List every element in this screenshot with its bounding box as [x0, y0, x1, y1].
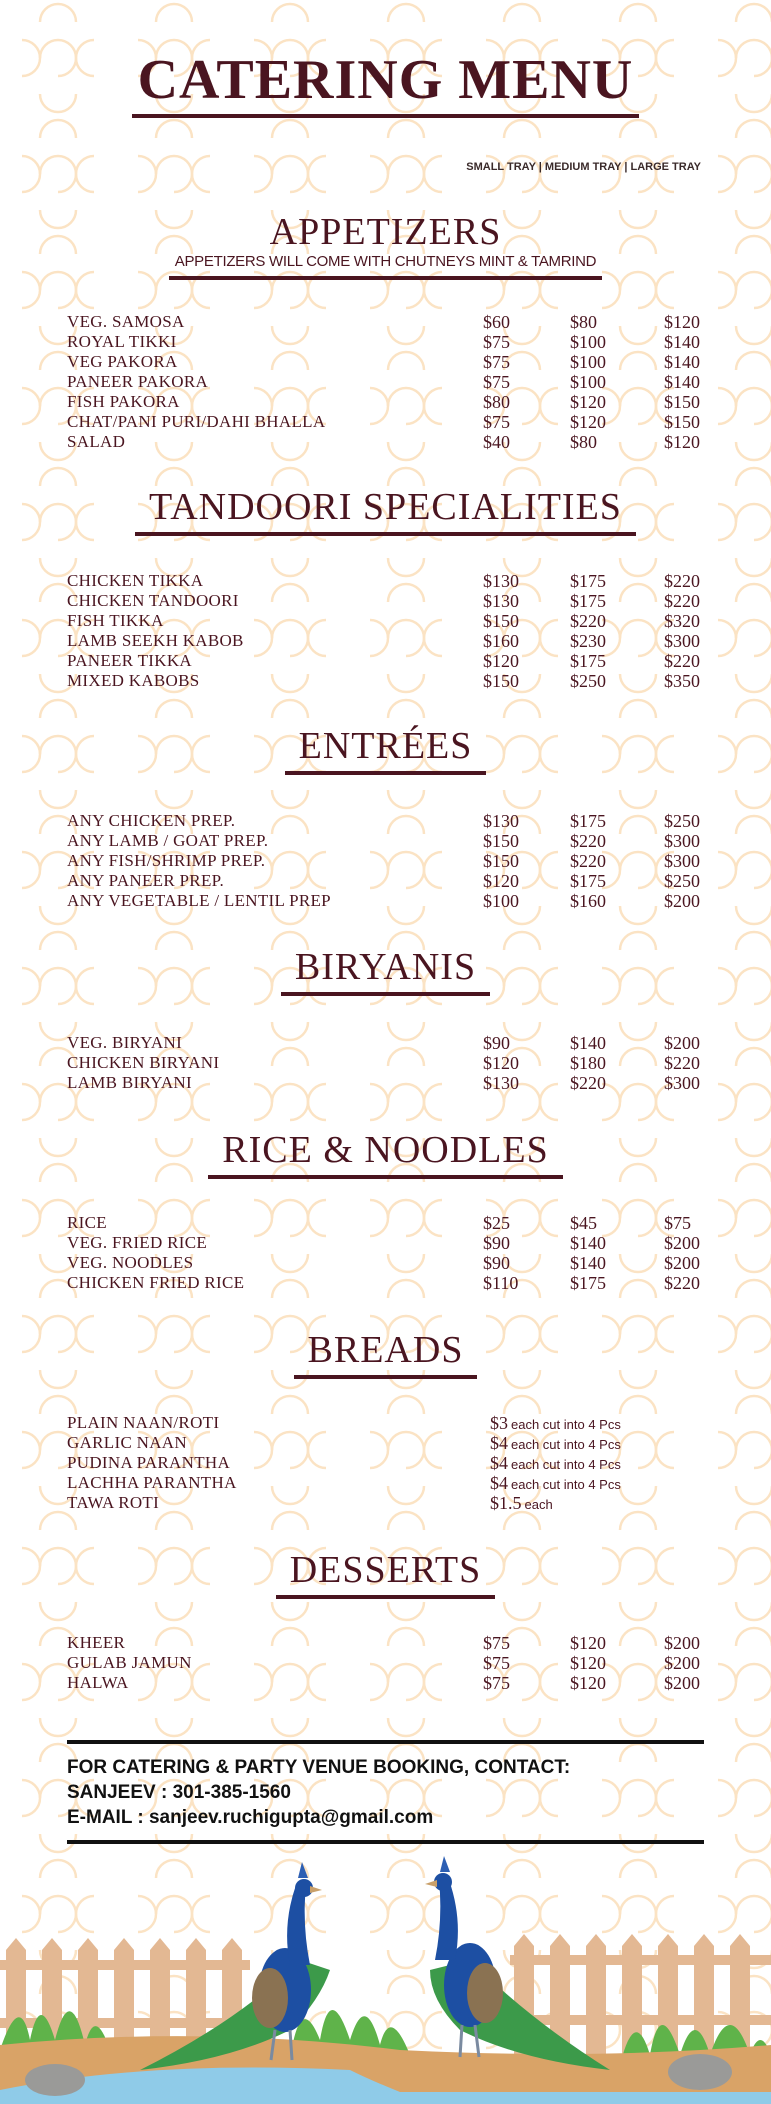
item-name: KHEER	[67, 1633, 126, 1652]
menu-item	[67, 372, 707, 392]
small-tray-price: $75	[483, 1673, 510, 1693]
item-price: $4 each cut into 4 Pcs	[490, 1473, 621, 1493]
menu-item	[67, 851, 707, 871]
price-note: each	[524, 1497, 553, 1512]
large-tray-price: $200	[664, 1633, 700, 1653]
large-tray-price: $220	[664, 571, 700, 591]
medium-tray-price: $175	[570, 871, 606, 891]
item-name: CHICKEN TIKKA	[67, 571, 204, 590]
menu-item	[67, 412, 707, 432]
medium-tray-price: $175	[570, 571, 606, 591]
small-tray-price: $75	[483, 1653, 510, 1673]
tray-size-legend: SMALL TRAY | MEDIUM TRAY | LARGE TRAY	[466, 161, 701, 173]
large-tray-price: $350	[664, 671, 700, 691]
medium-tray-price: $175	[570, 591, 606, 611]
small-tray-price: $90	[483, 1253, 510, 1273]
small-tray-price: $160	[483, 631, 519, 651]
rock-right	[668, 2054, 732, 2090]
menu-item	[67, 432, 707, 452]
peacock-garden-illustration	[0, 1850, 771, 2104]
large-tray-price: $200	[664, 1033, 700, 1053]
large-tray-price: $320	[664, 611, 700, 631]
section-heading: APPETIZERS	[269, 211, 502, 253]
section-header-desserts	[0, 1551, 771, 1599]
menu-item	[67, 591, 707, 611]
items-list-breads	[67, 1413, 707, 1513]
item-name: PLAIN NAAN/ROTI	[67, 1413, 220, 1432]
menu-item	[67, 871, 707, 891]
item-name: LAMB SEEKH KABOB	[67, 631, 244, 650]
menu-item	[67, 352, 707, 372]
item-name: MIXED KABOBS	[67, 671, 200, 690]
section-header-entr-es	[0, 727, 771, 775]
item-name: GULAB JAMUN	[67, 1653, 192, 1672]
section-header-rice-noodles	[0, 1131, 771, 1179]
item-name: CHAT/PANI PURI/DAHI BHALLA	[67, 412, 326, 431]
small-tray-price: $150	[483, 611, 519, 631]
item-name: ANY CHICKEN PREP.	[67, 811, 236, 830]
large-tray-price: $300	[664, 631, 700, 651]
large-tray-price: $250	[664, 871, 700, 891]
item-name: SALAD	[67, 432, 126, 451]
menu-item	[67, 1273, 707, 1293]
large-tray-price: $300	[664, 831, 700, 851]
menu-item	[67, 1473, 707, 1493]
item-name: PUDINA PARANTHA	[67, 1453, 231, 1472]
menu-item	[67, 891, 707, 911]
menu-item	[67, 392, 707, 412]
contact-phone: SANJEEV : 301-385-1560	[67, 1782, 291, 1803]
medium-tray-price: $100	[570, 352, 606, 372]
large-tray-price: $220	[664, 651, 700, 671]
menu-item	[67, 1413, 707, 1433]
medium-tray-price: $220	[570, 831, 606, 851]
item-name: VEG. SAMOSA	[67, 312, 185, 331]
menu-item	[67, 671, 707, 691]
small-tray-price: $120	[483, 651, 519, 671]
small-tray-price: $75	[483, 352, 510, 372]
medium-tray-price: $140	[570, 1253, 606, 1273]
small-tray-price: $75	[483, 372, 510, 392]
menu-item	[67, 831, 707, 851]
section-heading: BIRYANIS	[281, 948, 490, 996]
item-name: CHICKEN BIRYANI	[67, 1053, 220, 1072]
section-header-tandoori-specialities	[0, 488, 771, 536]
medium-tray-price: $120	[570, 392, 606, 412]
small-tray-price: $150	[483, 831, 519, 851]
price-note: each cut into 4 Pcs	[511, 1417, 621, 1432]
large-tray-price: $140	[664, 332, 700, 352]
items-list-tandoori-specialities	[67, 571, 707, 691]
item-name: LACHHA PARANTHA	[67, 1473, 237, 1492]
small-tray-price: $130	[483, 591, 519, 611]
item-price: $3 each cut into 4 Pcs	[490, 1413, 621, 1433]
price-note: each cut into 4 Pcs	[511, 1437, 621, 1452]
contact-email: E-MAIL : sanjeev.ruchigupta@gmail.com	[67, 1807, 434, 1828]
price-note: each cut into 4 Pcs	[511, 1477, 621, 1492]
item-name: FISH PAKORA	[67, 392, 180, 411]
medium-tray-price: $140	[570, 1033, 606, 1053]
small-tray-price: $75	[483, 412, 510, 432]
section-header-breads	[0, 1331, 771, 1379]
menu-item	[67, 611, 707, 631]
item-name: ROYAL TIKKI	[67, 332, 177, 351]
item-name: VEG. NOODLES	[67, 1253, 194, 1272]
medium-tray-price: $45	[570, 1213, 597, 1233]
large-tray-price: $300	[664, 1073, 700, 1093]
small-tray-price: $100	[483, 891, 519, 911]
items-list-entr-es	[67, 811, 707, 911]
large-tray-price: $150	[664, 412, 700, 432]
small-tray-price: $130	[483, 1073, 519, 1093]
large-tray-price: $140	[664, 372, 700, 392]
menu-item	[67, 631, 707, 651]
item-price: $4 each cut into 4 Pcs	[490, 1433, 621, 1453]
email-address[interactable]: sanjeev.ruchigupta@gmail.com	[148, 1807, 434, 1828]
item-name: ANY PANEER PREP.	[67, 871, 225, 890]
medium-tray-price: $100	[570, 332, 606, 352]
menu-item	[67, 1673, 707, 1693]
medium-tray-price: $120	[570, 412, 606, 432]
small-tray-price: $75	[483, 332, 510, 352]
section-subtitle: APPETIZERS WILL COME WITH CHUTNEYS MINT & TAMRIND	[174, 253, 597, 270]
menu-item	[67, 332, 707, 352]
contact-block	[67, 1740, 704, 1844]
section-heading: TANDOORI SPECIALITIES	[135, 488, 636, 536]
item-price: $1.5 each	[490, 1493, 553, 1513]
item-name: VEG. FRIED RICE	[67, 1233, 208, 1252]
items-list-rice-noodles	[67, 1213, 707, 1293]
medium-tray-price: $175	[570, 1273, 606, 1293]
item-name: GARLIC NAAN	[67, 1433, 187, 1452]
menu-title-wrap	[0, 49, 771, 118]
large-tray-price: $200	[664, 1653, 700, 1673]
medium-tray-price: $100	[570, 372, 606, 392]
large-tray-price: $250	[664, 811, 700, 831]
menu-item	[67, 811, 707, 831]
medium-tray-price: $175	[570, 811, 606, 831]
menu-item	[67, 1653, 707, 1673]
medium-tray-price: $220	[570, 851, 606, 871]
medium-tray-price: $80	[570, 312, 597, 332]
small-tray-price: $75	[483, 1633, 510, 1653]
medium-tray-price: $120	[570, 1633, 606, 1653]
large-tray-price: $150	[664, 392, 700, 412]
item-name: HALWA	[67, 1673, 129, 1692]
small-tray-price: $90	[483, 1233, 510, 1253]
large-tray-price: $200	[664, 1673, 700, 1693]
small-tray-price: $120	[483, 871, 519, 891]
medium-tray-price: $250	[570, 671, 606, 691]
item-name: FISH TIKKA	[67, 611, 164, 630]
small-tray-price: $150	[483, 671, 519, 691]
medium-tray-price: $140	[570, 1233, 606, 1253]
small-tray-price: $40	[483, 432, 510, 452]
menu-title: CATERING MENU	[132, 52, 640, 118]
menu-item	[67, 1073, 707, 1093]
item-price: $4 each cut into 4 Pcs	[490, 1453, 621, 1473]
item-name: PANEER PAKORA	[67, 372, 209, 391]
price-note: each cut into 4 Pcs	[511, 1457, 621, 1472]
items-list-appetizers	[67, 312, 707, 452]
section-heading: ENTRÉES	[285, 727, 487, 775]
medium-tray-price: $230	[570, 631, 606, 651]
small-tray-price: $60	[483, 312, 510, 332]
small-tray-price: $120	[483, 1053, 519, 1073]
large-tray-price: $220	[664, 1053, 700, 1073]
item-name: TAWA ROTI	[67, 1493, 160, 1512]
menu-item	[67, 1633, 707, 1653]
large-tray-price: $75	[664, 1213, 691, 1233]
menu-item	[67, 1033, 707, 1053]
medium-tray-price: $220	[570, 611, 606, 631]
section-heading: BREADS	[294, 1331, 478, 1379]
item-name: CHICKEN TANDOORI	[67, 591, 239, 610]
large-tray-price: $220	[664, 591, 700, 611]
large-tray-price: $200	[664, 891, 700, 911]
large-tray-price: $200	[664, 1253, 700, 1273]
section-heading: DESSERTS	[276, 1551, 496, 1599]
small-tray-price: $80	[483, 392, 510, 412]
small-tray-price: $150	[483, 851, 519, 871]
small-tray-price: $110	[483, 1273, 519, 1293]
small-tray-price: $25	[483, 1213, 510, 1233]
large-tray-price: $220	[664, 1273, 700, 1293]
medium-tray-price: $160	[570, 891, 606, 911]
medium-tray-price: $120	[570, 1653, 606, 1673]
menu-item	[67, 1053, 707, 1073]
medium-tray-price: $80	[570, 432, 597, 452]
large-tray-price: $300	[664, 851, 700, 871]
menu-item	[67, 1453, 707, 1473]
item-name: ANY FISH/SHRIMP PREP.	[67, 851, 266, 870]
small-tray-price: $90	[483, 1033, 510, 1053]
section-header-appetizers	[0, 213, 771, 280]
menu-item	[67, 651, 707, 671]
item-name: ANY LAMB / GOAT PREP.	[67, 831, 269, 850]
phone-number[interactable]: 301-385-1560	[172, 1782, 291, 1803]
item-name: LAMB BIRYANI	[67, 1073, 192, 1092]
menu-item	[67, 1493, 707, 1513]
medium-tray-price: $120	[570, 1673, 606, 1693]
menu-item	[67, 1213, 707, 1233]
menu-item	[67, 1433, 707, 1453]
large-tray-price: $120	[664, 432, 700, 452]
item-name: ANY VEGETABLE / LENTIL PREP	[67, 891, 331, 910]
medium-tray-price: $180	[570, 1053, 606, 1073]
menu-item	[67, 1253, 707, 1273]
item-name: RICE	[67, 1213, 107, 1232]
medium-tray-price: $175	[570, 651, 606, 671]
large-tray-price: $140	[664, 352, 700, 372]
item-name: CHICKEN FRIED RICE	[67, 1273, 245, 1292]
menu-item	[67, 571, 707, 591]
medium-tray-price: $220	[570, 1073, 606, 1093]
rock-left	[25, 2064, 85, 2096]
section-heading: RICE & NOODLES	[208, 1131, 562, 1179]
small-tray-price: $130	[483, 571, 519, 591]
large-tray-price: $200	[664, 1233, 700, 1253]
section-header-biryanis	[0, 948, 771, 996]
items-list-biryanis	[67, 1033, 707, 1093]
contact-heading: FOR CATERING & PARTY VENUE BOOKING, CONTACT:	[67, 1757, 571, 1778]
menu-item	[67, 1233, 707, 1253]
menu-item	[67, 312, 707, 332]
item-name: VEG PAKORA	[67, 352, 178, 371]
items-list-desserts	[67, 1633, 707, 1693]
item-name: PANEER TIKKA	[67, 651, 192, 670]
large-tray-price: $120	[664, 312, 700, 332]
item-name: VEG. BIRYANI	[67, 1033, 183, 1052]
small-tray-price: $130	[483, 811, 519, 831]
